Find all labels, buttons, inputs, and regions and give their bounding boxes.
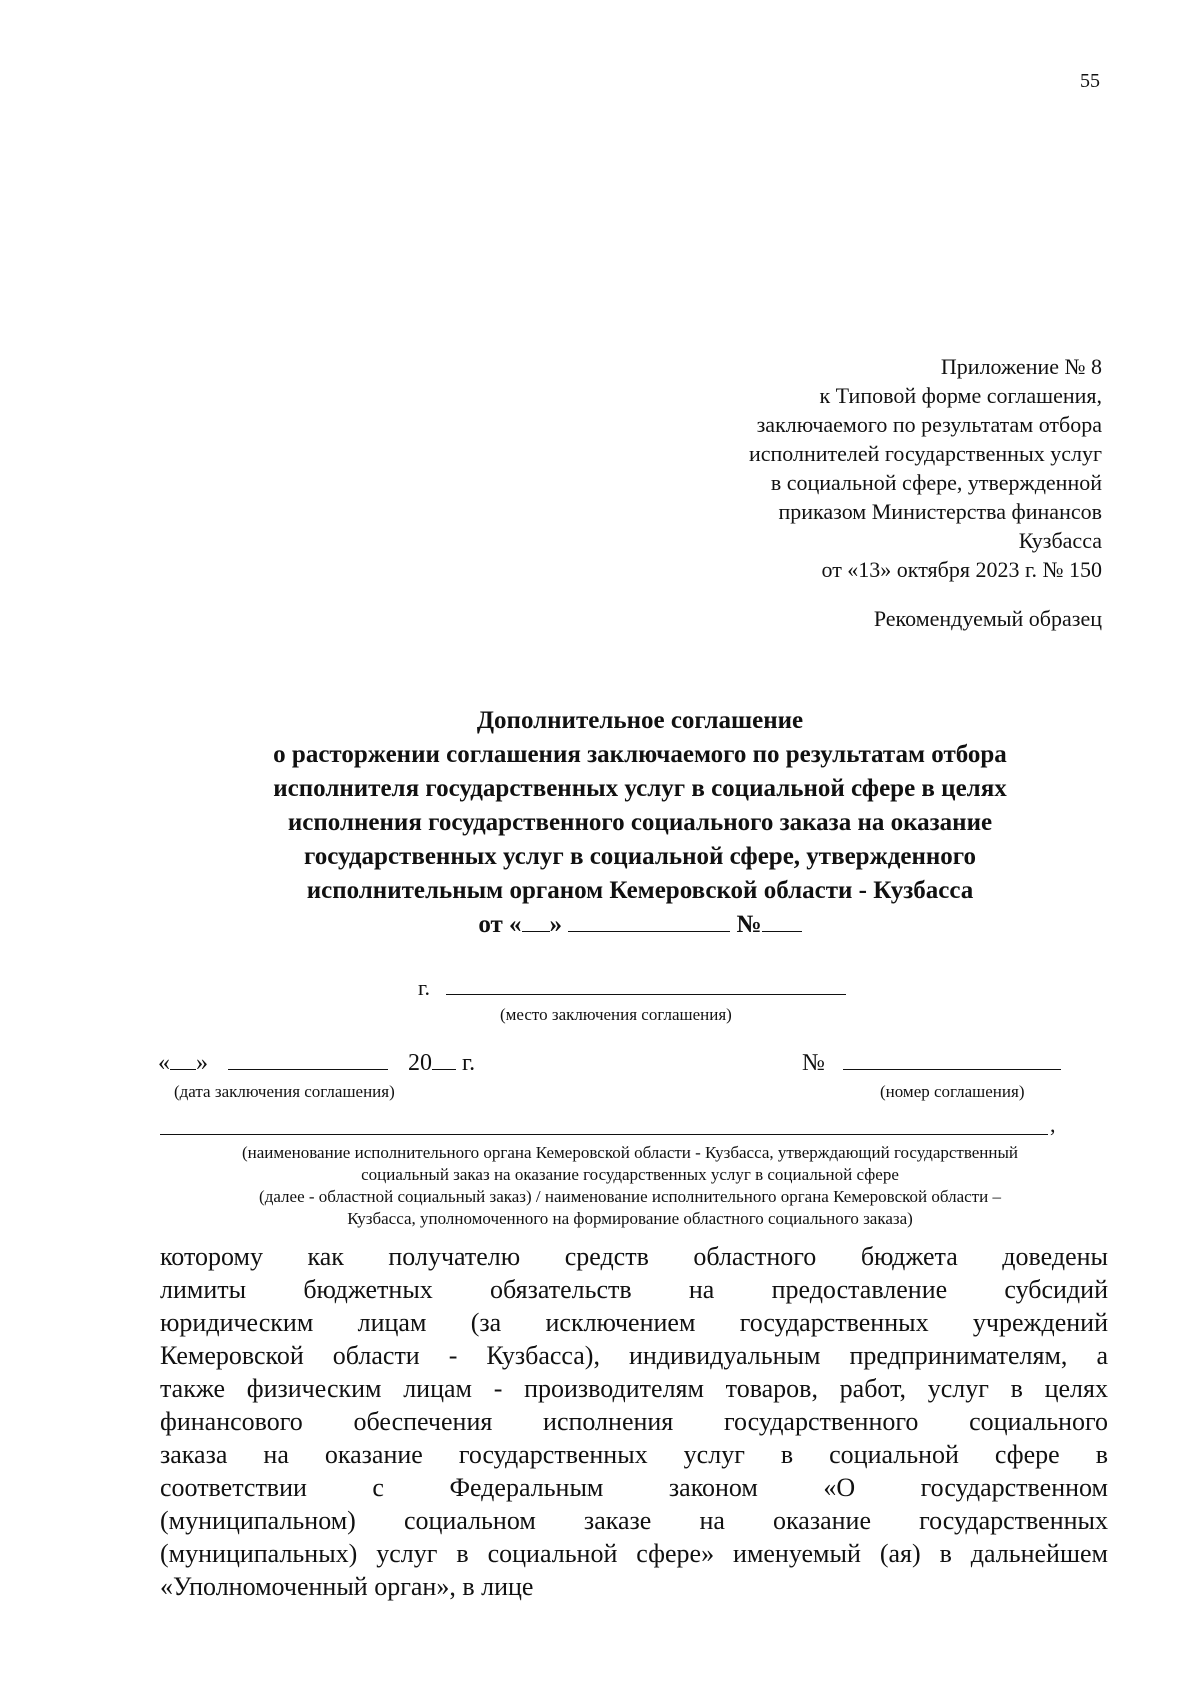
- org-comma: ,: [1050, 1112, 1056, 1137]
- title-line: о расторжении соглашения заключаемого по результатам отбора: [273, 741, 1007, 768]
- year-prefix: 20: [408, 1050, 432, 1076]
- page-number: 55: [1080, 70, 1100, 92]
- appendix-line: Приложение № 8: [940, 354, 1102, 379]
- appendix-line: к Типовой форме соглашения,: [819, 383, 1102, 408]
- title-month-blank: [568, 930, 730, 932]
- document-title: [160, 704, 1120, 942]
- number-sign: №: [802, 1050, 825, 1076]
- date-caption: (дата заключения соглашения): [174, 1082, 395, 1101]
- body-line: (муниципальных) услуг в социальной сфере» именуемый (ая) в дальнейшем: [160, 1539, 1108, 1568]
- date-row: [158, 1050, 475, 1077]
- body-line: Кемеровской области - Кузбасса), индивидуальным предпринимателям, а: [160, 1341, 1108, 1370]
- org-name-field[interactable]: [160, 1134, 1048, 1135]
- body-line: заказа на оказание государственных услуг в социальной сфере в: [160, 1440, 1108, 1469]
- month-field[interactable]: [228, 1068, 388, 1070]
- title-day-blank: [522, 930, 550, 932]
- org-caption-line: Кузбасса, уполномоченного на формирование областного социального заказа): [347, 1209, 913, 1228]
- title-line: исполнения государственного социального заказа на оказание: [287, 809, 993, 836]
- date-open-quote: «: [158, 1050, 170, 1076]
- body-line: (муниципальном) социальном заказе на оказание государственных: [160, 1506, 1108, 1535]
- title-number-blank: [762, 930, 802, 932]
- appendix-line: исполнителей государственных услуг: [748, 441, 1102, 466]
- body-line: которому как получателю средств областного бюджета доведены: [160, 1242, 1108, 1271]
- body-line: юридическим лицам (за исключением государственных учреждений: [160, 1308, 1108, 1337]
- year-field[interactable]: [432, 1068, 456, 1070]
- appendix-line: приказом Министерства финансов: [778, 499, 1102, 524]
- title-line: исполнительным органом Кемеровской области - Кузбасса: [306, 877, 974, 904]
- day-field[interactable]: [170, 1068, 196, 1070]
- place-caption: (место заключения соглашения): [500, 1005, 732, 1024]
- place-field[interactable]: [446, 993, 846, 995]
- org-caption-line: (наименование исполнительного органа Кемеровской области - Кузбасса, утверждающий государственный: [241, 1143, 1019, 1162]
- org-caption: [150, 1142, 1110, 1230]
- place-row: [418, 975, 846, 1001]
- appendix-line: в социальной сфере, утвержденной: [770, 470, 1102, 495]
- title-number-sign: №: [736, 911, 762, 938]
- appendix-block: [582, 352, 1102, 584]
- appendix-line: заключаемого по результатам отбора: [756, 412, 1102, 437]
- title-date-prefix: от «: [478, 911, 522, 938]
- agreement-number-row: [802, 1050, 1061, 1077]
- title-date-mid: »: [549, 911, 563, 938]
- body-line: также физическим лицам - производителям товаров, работ, услуг в целях: [160, 1374, 1108, 1403]
- appendix-line: Кузбасса: [1018, 528, 1102, 553]
- place-prefix: г.: [418, 975, 431, 1000]
- body-line: соответствии с Федеральным законом «О государственном: [160, 1473, 1108, 1502]
- date-close-quote: »: [196, 1050, 208, 1076]
- agreement-number-field[interactable]: [843, 1068, 1061, 1070]
- sample-label: Рекомендуемый образец: [873, 606, 1102, 631]
- body-line: лимиты бюджетных обязательств на предоставление субсидий: [160, 1275, 1108, 1304]
- org-caption-line: социальный заказ на оказание государственных услуг в социальной сфере: [361, 1165, 899, 1184]
- title-line: исполнителя государственных услуг в социальной сфере в целях: [273, 775, 1007, 802]
- body-line: финансового обеспечения исполнения государственного социального: [160, 1407, 1108, 1436]
- org-caption-line: (далее - областной социальный заказ) / наименование исполнительного органа Кемеровской области –: [259, 1187, 1001, 1206]
- agreement-number-caption: (номер соглашения): [880, 1082, 1025, 1101]
- title-line: государственных услуг в социальной сфере, утвержденного: [303, 843, 976, 870]
- year-suffix: г.: [462, 1050, 476, 1076]
- appendix-line: от «13» октября 2023 г. № 150: [821, 557, 1102, 582]
- title-line: Дополнительное соглашение: [476, 707, 804, 734]
- title-date-line: [160, 908, 1120, 942]
- body-line: «Уполномоченный орган», в лице: [160, 1572, 534, 1601]
- body-paragraph: [160, 1240, 1108, 1603]
